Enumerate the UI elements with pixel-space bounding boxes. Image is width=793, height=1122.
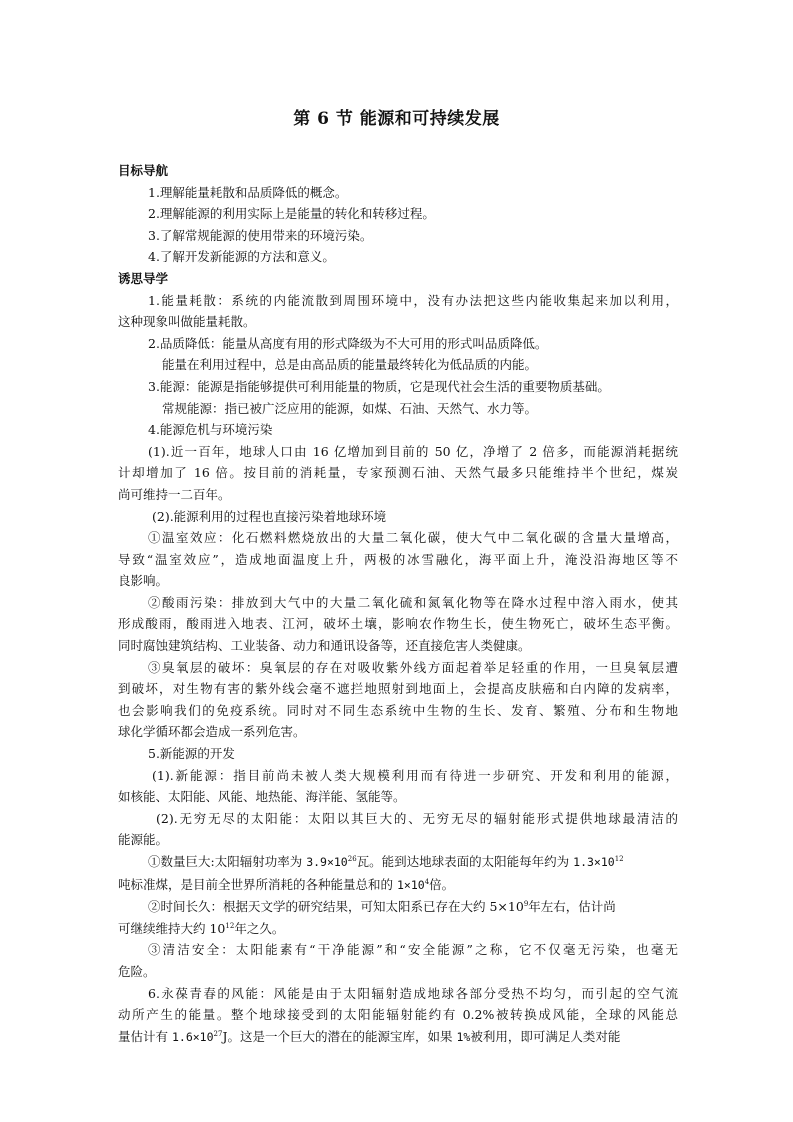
paragraph-line: 4.能源危机与环境污染 <box>148 422 273 438</box>
goal-item: 2.理解能源的利用实际上是能量的转化和转移过程。 <box>148 206 435 222</box>
goal-item: 3.了解常规能源的使用带来的环境污染。 <box>148 227 373 243</box>
paragraph-line: 到破坏，对生物有害的紫外线会毫不遮拦地照射到地面上，会提高皮肤癌和白内障的发病率， <box>118 681 678 697</box>
text-run: 可继续维持大约 10 <box>118 920 226 936</box>
paragraph-line: 形成酸雨，酸雨进入地表、江河，破坏土壤，影响农作物生长，使生物死亡，破坏生态平衡。 <box>118 616 678 632</box>
paragraph-line <box>118 918 678 940</box>
goal-item: 4.了解开发新能源的方法和意义。 <box>148 249 335 265</box>
paragraph-line: 5.新能源的开发 <box>148 746 235 762</box>
number-run: 1% <box>456 1029 471 1044</box>
text-run: ①数量巨大:太阳辐射功率为 <box>148 854 307 869</box>
paragraph-line: 危险。 <box>118 963 156 979</box>
number-run: 3.9×10 <box>306 855 348 869</box>
paragraph-line: 球化学循环都会造成一系列危害。 <box>118 724 306 740</box>
page-title: 第 6 节 能源和可持续发展 <box>293 109 500 129</box>
paragraph-line: 如核能、太阳能、风能、地热能、海洋能、氢能等。 <box>118 789 406 805</box>
paragraph-line: 能量在利用过程中，总是由高品质的能量最终转化为低品质的内能。 <box>162 357 538 373</box>
text-run: 被利用，即可满足人类对能 <box>470 1028 621 1044</box>
paragraph-line: 2.品质降低：能量从高度有用的形式降级为不大可用的形式叫品质降低。 <box>148 335 548 351</box>
paragraph-line <box>118 851 678 874</box>
exponent: 26 <box>347 855 357 863</box>
text-run: ②时间长久：根据天文学的研究结果，可知太阳系已存在大约 5×10 <box>148 899 524 915</box>
exponent: 12 <box>225 921 235 930</box>
text-run: 年左右，估计尚 <box>528 899 616 915</box>
paragraph-line: (2).无穷无尽的太阳能：太阳以其巨大的、无穷无尽的辐射能形式提供地球最清洁的 <box>156 810 678 826</box>
paragraph-line: 良影响。 <box>118 573 169 589</box>
text-run: 瓦。能到达地球表面的太阳能每年约为 <box>356 854 574 869</box>
text-run: 倍。 <box>429 876 455 892</box>
text-run: 量估计有 <box>118 1028 172 1044</box>
paragraph-line: 也会影响我们的免疫系统。同时对不同生态系统中生物的生长、发育、繁殖、分布和生物地 <box>118 702 678 718</box>
paragraph-line: 这种现象叫做能量耗散。 <box>118 314 256 330</box>
paragraph-line: (1).近一百年，地球人口由 16 亿增加到目前的 50 亿，净增了 2 倍多，而能源消耗据统 <box>148 443 678 459</box>
number-run: 1.6×10 <box>171 1029 214 1044</box>
paragraph-line <box>118 1026 678 1049</box>
paragraph-line: 常规能源：指已被广泛应用的能源，如煤、石油、天然气、水力等。 <box>162 400 538 416</box>
paragraph-line: ③臭氧层的破坏：臭氧层的存在对吸收紫外线方面起着举足轻重的作用，一旦臭氧层遭 <box>148 659 678 675</box>
paragraph-line: 同时腐蚀建筑结构、工业装备、动力和通讯设备等，还直接危害人类健康。 <box>118 638 531 654</box>
exponent: 12 <box>614 855 624 863</box>
paragraph-line: 动所产生的能量。整个地球接受到的太阳能辐射能约有 0.2%被转换成风能，全球的风能总 <box>118 1007 678 1023</box>
text-run: 年之久。 <box>234 920 285 936</box>
paragraph-line: ①温室效应：化石燃料燃烧放出的大量二氧化碳，使大气中二氧化碳的含量大量增高， <box>148 530 678 546</box>
paragraph-line: (2).能源利用的过程也直接污染着地球环境 <box>152 508 387 524</box>
text-run: 吨标准煤，是目前全世界所消耗的各种能量总和的 <box>118 876 397 892</box>
number-run: 1.3×10 <box>573 855 615 869</box>
number-run: 1×10 <box>396 877 425 892</box>
document-body <box>118 160 678 1048</box>
exponent: 27 <box>213 1029 223 1038</box>
paragraph-line: 能源能。 <box>118 832 169 848</box>
paragraph-line: 3.能源：能源是指能够提供可利用能量的物质，它是现代社会生活的重要物质基础。 <box>148 378 610 394</box>
paragraph-line: 导致“温室效应”，造成地面温度上升，两极的冰雪融化，海平面上升，淹没沿海地区等不 <box>118 551 678 567</box>
paragraph-line: (1).新能源：指目前尚未被人类大规模利用而有待进一步研究、开发和利用的能源， <box>152 767 678 783</box>
paragraph-line: ③清洁安全：太阳能素有“干净能源”和“安全能源”之称，它不仅毫无污染，也毫无 <box>148 942 678 958</box>
goals-heading: 目标导航 <box>118 163 169 178</box>
text-run: J。这是一个巨大的潜在的能源宝库，如果 <box>222 1028 457 1044</box>
paragraph-line: 尚可维持一二百年。 <box>118 486 231 502</box>
paragraph-line: 1.能量耗散：系统的内能流散到周围环境中，没有办法把这些内能收集起来加以利用， <box>148 292 678 308</box>
paragraph-line: ②酸雨污染：排放到大气中的大量二氧化硫和氮氧化物等在降水过程中溶入雨水，使其 <box>148 594 678 610</box>
guide-heading: 诱思导学 <box>118 270 169 286</box>
paragraph-line: 计却增加了 16 倍。按目前的消耗量，专家预测石油、天然气最多只能维持半个世纪，煤炭 <box>118 465 678 481</box>
paragraph-line: 6.永葆青春的风能：风能是由于太阳辐射造成地球各部分受热不均匀，而引起的空气流 <box>148 985 678 1001</box>
paragraph-line <box>118 896 678 918</box>
exponent: 9 <box>523 900 529 909</box>
paragraph-line <box>118 874 678 897</box>
exponent: 4 <box>424 877 430 886</box>
goal-item: 1.理解能量耗散和品质降低的概念。 <box>148 184 348 200</box>
